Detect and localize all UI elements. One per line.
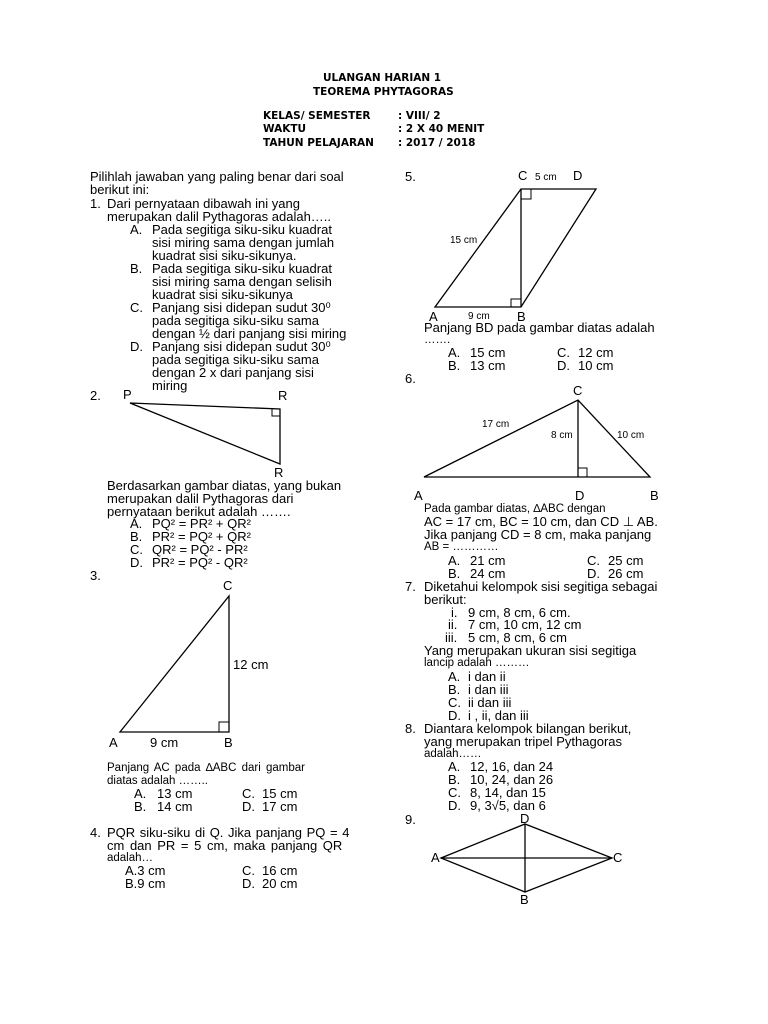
q6-stem-3: Jika panjang CD = 8 cm, maka panjang	[424, 527, 652, 542]
q7-option-b-text: i dan iii	[468, 682, 509, 697]
q5-parallelogram-figure	[425, 168, 605, 323]
q9-label-c: C	[613, 850, 623, 865]
q5-label-base: 9 cm	[468, 311, 490, 322]
q6-label-d: D	[575, 488, 585, 503]
q4-stem-3: adalah…	[107, 852, 154, 864]
q2-option-c-letter: C.	[130, 542, 143, 557]
q1-option-c-letter: C.	[130, 300, 143, 315]
q5-stem-1: Panjang BD pada gambar diatas adalah	[424, 320, 655, 335]
q3-option-a-text: 13 cm	[157, 786, 193, 801]
q6-option-b-text: 24 cm	[470, 566, 506, 581]
q1-option-c-line-2: pada segitiga siku-siku sama	[152, 313, 319, 328]
q5-label-a: A	[429, 309, 438, 323]
q7-number: 7.	[405, 579, 416, 594]
q4-option-a-text: A.3 cm	[125, 863, 166, 878]
q2-option-d-letter: D.	[130, 555, 143, 570]
q3-label-c: C	[223, 578, 233, 593]
q1-option-c-line-3: dengan ½ dari panjang sisi miring	[152, 326, 347, 341]
q8-stem-1: Diantara kelompok bilangan berikut,	[424, 721, 632, 736]
q1-option-d-letter: D.	[130, 339, 143, 354]
q5-label-b: B	[517, 309, 526, 323]
q7-stem-2: berikut:	[424, 592, 467, 607]
q5-label-side: 15 cm	[450, 235, 478, 246]
q1-option-a-line-1: Pada segitiga siku-siku kuadrat	[152, 222, 332, 237]
q6-option-a-letter: A.	[448, 553, 461, 568]
info-value-class: : VIII/ 2	[398, 110, 441, 122]
q6-option-c-text: 25 cm	[608, 553, 644, 568]
q6-stem-2: AC = 17 cm, BC = 10 cm, dan CD ⊥ AB.	[424, 514, 658, 529]
q3-label-base: 9 cm	[150, 735, 179, 750]
q9-label-d: D	[520, 811, 530, 826]
q1-option-d-line-3: dengan 2 x dari panjang sisi	[152, 365, 314, 380]
q1-stem-2: merupakan dalil Pythagoras adalah…..	[107, 209, 332, 224]
q2-option-d-text: PR² = PQ² - QR²	[152, 555, 248, 570]
q3-option-c-text: 15 cm	[262, 786, 298, 801]
instructions-line-2: berikut ini:	[90, 182, 150, 197]
q2-option-a-text: PQ² = PR² + QR²	[152, 516, 251, 531]
q6-label-bc: 10 cm	[617, 430, 645, 441]
q3-option-a-letter: A.	[134, 786, 147, 801]
q1-option-b-line-2: sisi miring sama dengan selisih	[152, 274, 332, 289]
q4-option-d-letter: D.	[242, 876, 255, 891]
q7-item-3-roman: iii.	[445, 630, 458, 645]
q5-stem-2: …….	[424, 334, 451, 346]
q4-stem-2: cm dan PR = 5 cm, maka panjang QR	[107, 838, 343, 853]
q1-option-c-line-1: Panjang sisi didepan sudut 30⁰	[152, 300, 331, 315]
q8-option-b-letter: B.	[448, 772, 461, 787]
info-value-time: : 2 X 40 MENIT	[398, 123, 485, 135]
q1-option-a-letter: A.	[130, 222, 143, 237]
q8-stem-3: adalah……	[424, 748, 482, 760]
q9-rhombus-figure	[425, 810, 635, 910]
instructions-line-1: Pilihlah jawaban yang paling benar dari soal	[90, 169, 344, 184]
q2-number: 2.	[90, 388, 101, 403]
q2-stem-3: pernyataan berikut adalah …….	[107, 504, 291, 519]
q3-label-height: 12 cm	[233, 657, 269, 672]
q1-option-d-line-2: pada segitiga siku-siku sama	[152, 352, 319, 367]
q2-triangle-figure	[120, 386, 300, 478]
q5-label-c: C	[518, 168, 528, 183]
q3-option-c-letter: C.	[242, 786, 255, 801]
q3-number: 3.	[90, 568, 101, 583]
q7-item-3-text: 5 cm, 8 cm, 6 cm	[468, 630, 567, 645]
q5-option-a-text: 15 cm	[470, 345, 506, 360]
q7-option-b-letter: B.	[448, 682, 461, 697]
q8-option-c-letter: C.	[448, 785, 461, 800]
q6-option-a-text: 21 cm	[470, 553, 506, 568]
q1-option-b-letter: B.	[130, 261, 143, 276]
q1-option-d-line-4: miring	[152, 378, 188, 393]
q3-stem-2: diatas adalah ……..	[107, 775, 209, 787]
q9-number: 9.	[405, 812, 416, 827]
q4-number: 4.	[90, 825, 101, 840]
q7-option-a-letter: A.	[448, 669, 461, 684]
q6-option-c-letter: C.	[587, 553, 600, 568]
q3-option-b-letter: B.	[134, 799, 147, 814]
q7-stem-1: Diketahui kelompok sisi segitiga sebagai	[424, 579, 658, 594]
q6-triangle-figure	[410, 382, 670, 504]
q6-option-b-letter: B.	[448, 566, 461, 581]
q4-option-d-text: 20 cm	[262, 876, 298, 891]
q5-option-d-text: 10 cm	[578, 358, 614, 373]
q8-number: 8.	[405, 721, 416, 736]
q8-option-d-text: 9, 3√5, dan 6	[470, 798, 546, 813]
page-subtitle: TEOREMA PHYTAGORAS	[313, 86, 454, 98]
q3-option-d-text: 17 cm	[262, 799, 298, 814]
q3-option-d-letter: D.	[242, 799, 255, 814]
q5-option-b-text: 13 cm	[470, 358, 506, 373]
q6-label-c: C	[573, 383, 583, 398]
q7-option-c-text: ii dan iii	[468, 695, 512, 710]
q7-question-2: lancip adalah ………	[424, 657, 530, 669]
q5-option-c-letter: C.	[557, 345, 570, 360]
q6-stem-4: AB = …………	[424, 541, 499, 553]
q8-option-a-letter: A.	[448, 759, 461, 774]
q4-option-c-text: 16 cm	[262, 863, 298, 878]
q1-stem-1: Dari pernyataan dibawah ini yang	[107, 196, 300, 211]
page-title: ULANGAN HARIAN 1	[323, 72, 442, 84]
q7-item-2-roman: ii.	[448, 617, 458, 632]
q7-question-1: Yang merupakan ukuran sisi segitiga	[424, 643, 637, 658]
q7-option-d-letter: D.	[448, 708, 461, 723]
q3-label-a: A	[109, 735, 118, 750]
info-value-year: : 2017 / 2018	[398, 137, 476, 149]
q7-item-1-text: 9 cm, 8 cm, 6 cm.	[468, 605, 571, 620]
q6-number: 6.	[405, 371, 416, 386]
info-key-class: KELAS/ SEMESTER	[263, 110, 371, 122]
q5-number: 5.	[405, 169, 416, 184]
q5-option-c-text: 12 cm	[578, 345, 614, 360]
q2-option-c-text: QR² = PQ² - PR²	[152, 542, 248, 557]
q3-option-b-text: 14 cm	[157, 799, 193, 814]
q5-option-a-letter: A.	[448, 345, 461, 360]
q7-item-1-roman: i.	[451, 605, 458, 620]
q8-option-c-text: 8, 14, dan 15	[470, 785, 546, 800]
q3-label-b: B	[224, 735, 233, 750]
q6-stem-1: Pada gambar diatas, ∆ABC dengan	[424, 503, 606, 515]
q1-number: 1.	[90, 196, 101, 211]
q6-option-d-text: 26 cm	[608, 566, 644, 581]
q5-label-top: 5 cm	[535, 172, 557, 183]
q7-option-d-text: i , ii, dan iii	[468, 708, 529, 723]
q8-option-a-text: 12, 16, dan 24	[470, 759, 554, 774]
q4-option-c-letter: C.	[242, 863, 255, 878]
q1-option-a-line-2: sisi miring sama dengan jumlah	[152, 235, 335, 250]
q6-label-a: A	[414, 488, 423, 503]
q9-label-b: B	[520, 892, 529, 907]
q3-triangle-figure	[105, 578, 275, 753]
q5-label-d: D	[573, 168, 583, 183]
q1-option-a-line-3: kuadrat sisi siku-sikunya.	[152, 248, 297, 263]
q1-option-b-line-1: Pada segitiga siku-siku kuadrat	[152, 261, 332, 276]
q6-option-d-letter: D.	[587, 566, 600, 581]
q2-label-p: P	[123, 387, 132, 402]
info-key-time: WAKTU	[263, 123, 307, 135]
q6-label-b: B	[650, 488, 659, 503]
q2-label-r-bottom: R	[274, 465, 284, 478]
q6-label-cd: 8 cm	[551, 430, 573, 441]
q7-option-c-letter: C.	[448, 695, 461, 710]
q8-option-b-text: 10, 24, dan 26	[470, 772, 554, 787]
q3-stem-1: Panjang AC pada ∆ABC dari gambar	[107, 762, 305, 774]
q2-option-b-text: PR² = PQ² + QR²	[152, 529, 251, 544]
q1-option-d-line-1: Panjang sisi didepan sudut 30⁰	[152, 339, 331, 354]
q4-stem-1: PQR siku-siku di Q. Jika panjang PQ = 4	[107, 825, 350, 840]
q7-item-2-text: 7 cm, 10 cm, 12 cm	[468, 617, 582, 632]
q7-option-a-text: i dan ii	[468, 669, 506, 684]
q4-option-b-text: B.9 cm	[125, 876, 166, 891]
q5-option-b-letter: B.	[448, 358, 461, 373]
q2-stem-2: merupakan dalil Pythagoras dari	[107, 491, 294, 506]
q2-stem-1: Berdasarkan gambar diatas, yang bukan	[107, 478, 342, 493]
q2-label-r-top: R	[278, 388, 288, 403]
q8-stem-2: yang merupakan tripel Pythagoras	[424, 734, 623, 749]
q1-option-b-line-3: kuadrat sisi siku-sikunya	[152, 287, 293, 302]
q6-label-ac: 17 cm	[482, 419, 510, 430]
q2-option-a-letter: A.	[130, 516, 143, 531]
q8-option-d-letter: D.	[448, 798, 461, 813]
q2-option-b-letter: B.	[130, 529, 143, 544]
q5-option-d-letter: D.	[557, 358, 570, 373]
info-key-year: TAHUN PELAJARAN	[263, 137, 374, 149]
q9-label-a: A	[431, 850, 440, 865]
